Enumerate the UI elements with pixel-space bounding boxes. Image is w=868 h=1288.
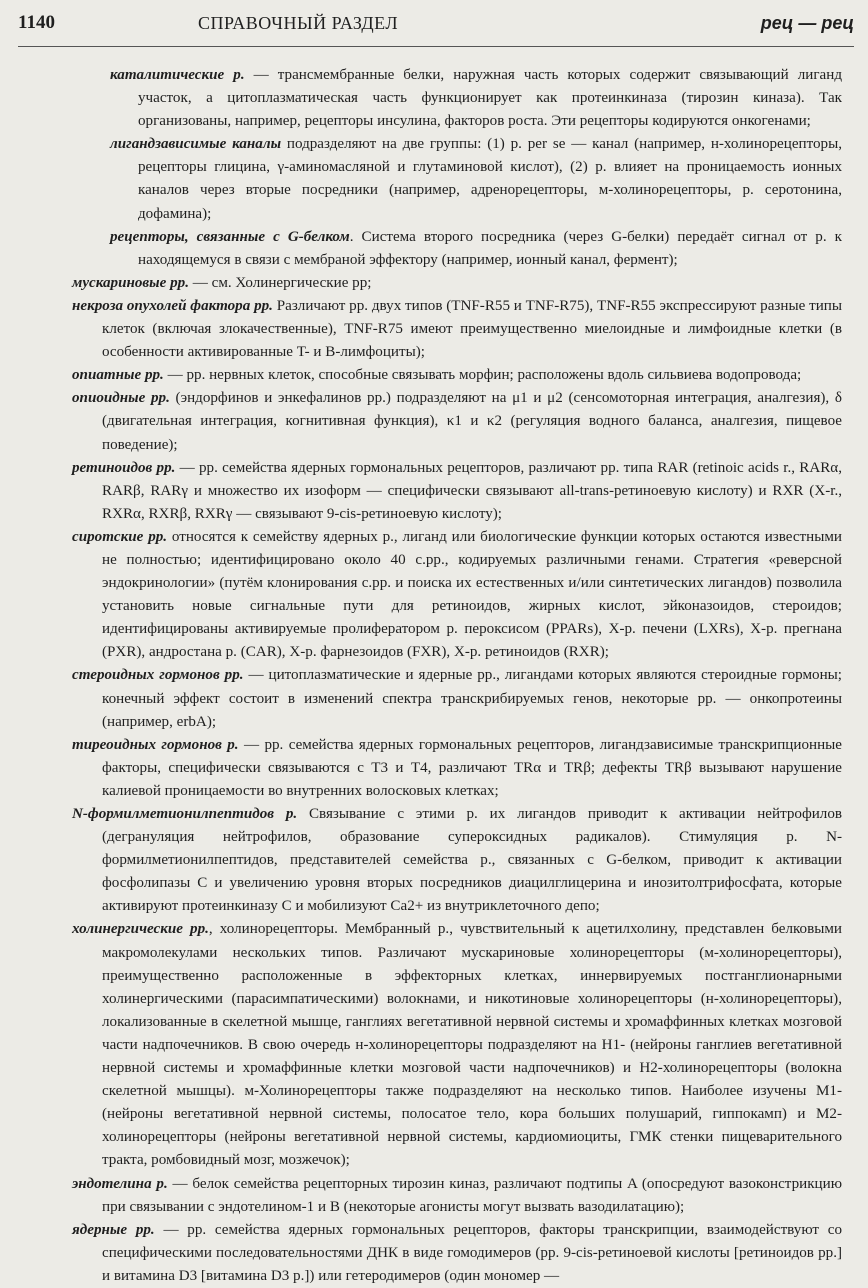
page-body: [72, 64, 842, 1288]
entry-term: эндотелина р.: [72, 1175, 168, 1192]
running-head: рец — рец: [760, 13, 854, 33]
entry: [72, 457, 842, 526]
entry-text: — рр. семейства ядерных гормональных рецепторов, различают рр. типа RAR (retinoic acids r., RARα, RARβ, RARγ и множество их изоформ — специфически связывают all-trans-ретиноевую кислоту) и RXR (X-r., RXRα, RXRβ, RXRγ — связывают 9-cis-ретиноевую кислоту);: [102, 459, 842, 522]
entry-text: подразделяют на две группы: (1) р. per se — канал (например, н-холинорецепторы, рецепторы глицина, γ-аминомасляной и глутаминовой кислот), (2) р. влияет на проницаемость ионных каналов через вторые посредники (например, адренорецепторы, м-холинорецепторы, р. серотонина, дофамина);: [138, 136, 842, 222]
entry: [110, 226, 842, 272]
entry: [72, 272, 842, 295]
entry-text: (эндорфинов и энкефалинов рр.) подразделяют на μ1 и μ2 (сенсомоторная интеграция, аналгезия), δ (двигательная интеграция, когнитивная функция), κ1 и κ2 (регуляция водного баланса, аналгезия, пищевое поведение);: [102, 390, 842, 453]
entry-term: лигандзависимые каналы: [110, 136, 282, 153]
entry-term: каталитические р.: [110, 67, 245, 83]
entry: [72, 1173, 842, 1219]
entry-term: опиоидные рр.: [72, 390, 170, 407]
entry-text: — рр. семейства ядерных гормональных рецепторов, лигандзависимые транскрипционные факторы, специфически связываются с T3 и T4, различают TRα и TRβ; дефекты TRβ вызывают нарушение калиевой проницаемости во внутренних волосковых клетках;: [102, 736, 842, 799]
entry-term: опиатные рр.: [72, 367, 164, 384]
page-number: 1140: [18, 12, 55, 33]
entry-text: — цитоплазматические и ядерные рр., лигандами которых являются стероидные гормоны; конечный эффект состоит в изменений спектра транскрибируемых генов, некоторые рр. — онкопротеины (например, erbA);: [102, 667, 843, 730]
section-title: СПРАВОЧНЫЙ РАЗДЕЛ: [198, 13, 399, 33]
entry-text: относятся к семейству ядерных р., лиганд или биологические функции которых остаются известными не полностью; идентифицировано около 40 с.рр., кодируемых различными генами. Стратегия «реверсной эндокринологии» (путём клонирования с.рр. и поиска их естественных и/или синтетических лигандов) позволила установить новые сигнальные пути для ретиноидов, жирных кислот, эйконазоидов, стероидов; идентифицированы активируемые пролифератором р. пероксисом (PPARs), X-р. печени (LXRs), X-р. прегнана (PXR), андростана р. (CAR), X-р. фарнезоидов (FXR), X-р. ретиноидов (RXR);: [102, 528, 842, 661]
entry-term: некроза опухолей фактора рр.: [72, 297, 273, 314]
entry-term: холинергические рр.: [72, 921, 209, 938]
entry-term: ретиноидов рр.: [72, 459, 176, 476]
entry: [72, 364, 842, 387]
entry: [110, 133, 842, 225]
entry-term: сиротские рр.: [72, 528, 168, 545]
entry: [110, 64, 842, 133]
entry-term: ядерные рр.: [72, 1221, 155, 1238]
entry: [72, 918, 842, 1172]
entry-term: N-формилметионилпептидов р.: [72, 806, 298, 822]
entry-term: мускариновые рр.: [72, 274, 189, 291]
entry-text: — белок семейства рецепторных тирозин киназ, различают подтипы A (опосредуют вазоконстрикцию при связывании с эндотелином-1 и B (некоторые агонисты могут вызвать вазодилатацию);: [102, 1175, 842, 1215]
entry: [72, 295, 842, 364]
entry: [72, 734, 842, 803]
entry: [72, 664, 842, 733]
entry-text: — см. Холинергические рр;: [188, 274, 372, 291]
entry: [72, 526, 842, 665]
entry: [72, 803, 842, 918]
page-header: [18, 6, 854, 47]
entry-text: — рр. нервных клеток, способные связывать морфин; расположены вдоль сильвиева водопровода;: [163, 367, 802, 384]
entry-text: — трансмембранные белки, наружная часть которых содержит связывающий лиганд участок, а цитоплазматическая часть функционирует как протеинкиназа (тирозин киназа). Так организованы, например, рецепторы инсулина, факторов роста. Эти рецепторы кодируются онкогенами;: [138, 67, 842, 130]
entry-text: , холинорецепторы. Мембранный р., чувствительный к ацетилхолину, представлен белковыми макромолекулами нескольких типов. Различают мускариновые холинорецепторы (м-холинорецепторы), преимущественно расположенные в эффекторных клетках, иннервируемых постганглионарными холинергическими (парасимпатическими) волокнами, и никотиновые холинорецепторы (н-холинорецепторы), локализованные в скелетной мышце, ганглиях вегетативной нервной системы и хромаффинных клетках мозговой части надпочечников. В свою очередь н-холинорецепторы подразделяют на H1- (нейроны ганглиев вегетативной нервной системы и хромаффинные клетки мозговой части надпочечников) и H2-холинорецепторы (волокна скелетной мышцы). м-Холинорецепторы также подразделяют на несколько типов. Наиболее изучены M1- (нейроны вегетативной нервной системы, полосатое тело, кора больших полушарий, гиппокамп) и M2-холинорецепторы (нейроны вегетативной нервной системы, кардиомиоциты, ГМК стенки пищеварительного тракта, ромбовидный мозг, мозжечок);: [102, 921, 842, 1169]
entry: [72, 1219, 842, 1288]
entry-text: — рр. семейства ядерных гормональных рецепторов, факторы транскрипции, взаимодействуют со специфическими последовательностями ДНК в виде гомодимеров (рр. 9-cis-ретиноевой кислоты [ретиноидов рр.] и витамина D3 [витамина D3 р.]) или гетеродимеров (один мономер —: [102, 1221, 842, 1284]
entry-term: стероидных гормонов рр.: [72, 667, 244, 684]
entry-text: . Система второго посредника (через G-белки) передаёт сигнал от р. к находящемуся в связи с мембраной эффектору (например, ионный канал, фермент);: [138, 228, 842, 268]
entry-text: Различают рр. двух типов (TNF-R55 и TNF-R75), TNF-R55 экспрессируют разные типы клеток (включая злокачественные), TNF-R75 имеют преимущественно миелоидные и лимфоидные клетки (в особенности активированные T- и B-лимфоциты);: [102, 297, 842, 361]
entry-term: рецепторы, связанные с G-белком: [110, 228, 350, 245]
entry: [72, 387, 842, 456]
entry-text: Связывание с этими р. их лигандов приводит к активации нейтрофилов (дегрануляция нейтрофилов, образование супероксидных радикалов). Стимуляция р. N-формилметионилпептидов, представителей семейства р., связанных с G-белком, приводит к активации фосфолипазы C и увеличению уровня вторых посредников диацилглицерина и инозитолтрифосфата, которые активируют протеинкиназу C и мобилизуют Ca2+ из внутриклеточного депо;: [102, 806, 843, 915]
entry-term: тиреоидных гормонов р.: [72, 736, 239, 753]
